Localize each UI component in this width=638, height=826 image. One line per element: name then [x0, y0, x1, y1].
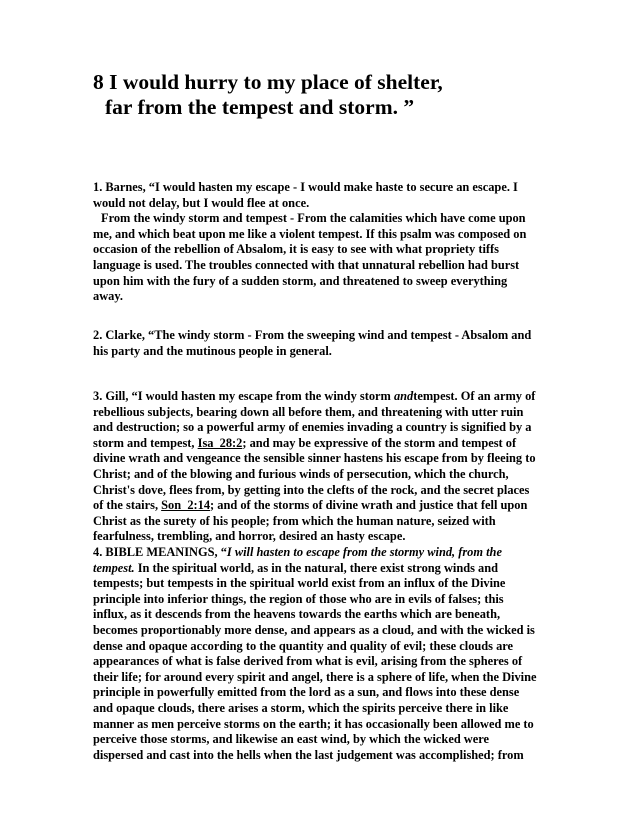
text-line: Christ's dove, flees from, by getting into the clefts of the rock, and the secret places — [93, 482, 530, 497]
text-line: 4. BIBLE MEANINGS, “I will hasten to escape from the stormy wind, from the — [93, 545, 502, 559]
verse-line-2: far from the tempest and storm. ” — [105, 95, 415, 119]
text-line: and opaque clouds, there arises a storm, which the spirits perceive there in like — [93, 700, 509, 715]
text-line: Christ as the surety of his people; from which the human nature, seized with — [93, 513, 496, 528]
text-line: away. — [93, 289, 123, 304]
text-line: and destruction; so a powerful army of enemies invading a country is signified by a — [93, 420, 532, 435]
gill-commentary — [93, 389, 545, 545]
text-line: fearfulness, trembling, and horror, desired an hasty escape. — [93, 529, 406, 544]
text-line: language is used. The troubles connected with that unnatural rebellion had burst — [93, 257, 520, 272]
bible-meanings-commentary — [93, 545, 545, 763]
text-line: principle in powerfully emitted from the lord as a sun, and flows into these dense — [93, 685, 520, 700]
scripture-link-son-2-14[interactable]: Son_2:14 — [161, 498, 211, 513]
text-line: occasion of the rebellion of Absalom, it is easy to see with what propriety tiffs — [93, 242, 499, 257]
text-line: perceive those storms, and likewise an east wind, by which the wicked were — [93, 732, 490, 747]
verse-line-1: 8 I would hurry to my place of shelter, — [93, 70, 443, 94]
text-line: storm and tempest, Isa_28:2; and may be expressive of the storm and tempest of — [93, 435, 517, 450]
text-line: rebellious subjects, bearing down all before them, and threatening with utter ruin — [93, 404, 524, 419]
scripture-link-isa-28-2[interactable]: Isa_28:2 — [197, 435, 243, 450]
text-line: their life; for around every spirit and angel, there is a sphere of life, when the Divine — [93, 669, 537, 684]
text-line: me, and which beat upon me like a violent tempest. If this psalm was composed on — [93, 226, 527, 241]
text-line: dispersed and cast into the hells when the last judgement was accomplished; from — [93, 747, 524, 762]
text-line: would not delay, but I would flee at once. — [93, 195, 310, 210]
barnes-commentary — [93, 180, 545, 305]
text-line: 1. Barnes, “I would hasten my escape - I would make haste to secure an escape. I — [93, 180, 518, 194]
text-line: appearances of what is false derived from what is evil, arising from the spheres of — [93, 654, 523, 669]
text-line: his party and the mutinous people in general. — [93, 343, 332, 358]
text-line: 3. Gill, “I would hasten my escape from the windy storm andtempest. Of an army of — [93, 389, 536, 403]
text-line: influx, as it descends from the heavens towards the earths which are beneath, — [93, 607, 501, 622]
text-line: Christ; and of the blowing and furious winds of persecution, which the church, — [93, 466, 509, 481]
clarke-commentary — [93, 328, 545, 359]
text-line: manner as men perceive storms on the earth; it has occasionally been allowed me to — [93, 716, 534, 731]
text-line: of the stairs, Son_2:14; and of the storms of divine wrath and justice that fell upon — [93, 498, 528, 513]
text-line: tempest. In the spiritual world, as in the natural, there exist strong winds and — [93, 560, 499, 575]
text-line: principle into inferior things, the region of those who are in evils of falses; this — [93, 591, 504, 606]
text-line: tempests; but tempests in the spiritual world exist from an influx of the Divine — [93, 576, 506, 591]
text-line: becomes proportionably more dense, and appears as a cloud, and with the wicked is — [93, 622, 535, 637]
text-line: upon him with the fury of a sudden storm, and threatened to sweep everything — [93, 273, 508, 288]
text-line: From the windy storm and tempest - From the calamities which have come upon — [101, 211, 526, 226]
text-line: divine wrath and vengeance the sensible sinner hastens his escape from by fleeing to — [93, 451, 536, 466]
text-line: 2. Clarke, “The windy storm - From the sweeping wind and tempest - Absalom and — [93, 328, 532, 342]
verse-heading — [93, 70, 443, 120]
text-line: dense and opaque according to the quantity and quality of evil; these clouds are — [93, 638, 514, 653]
